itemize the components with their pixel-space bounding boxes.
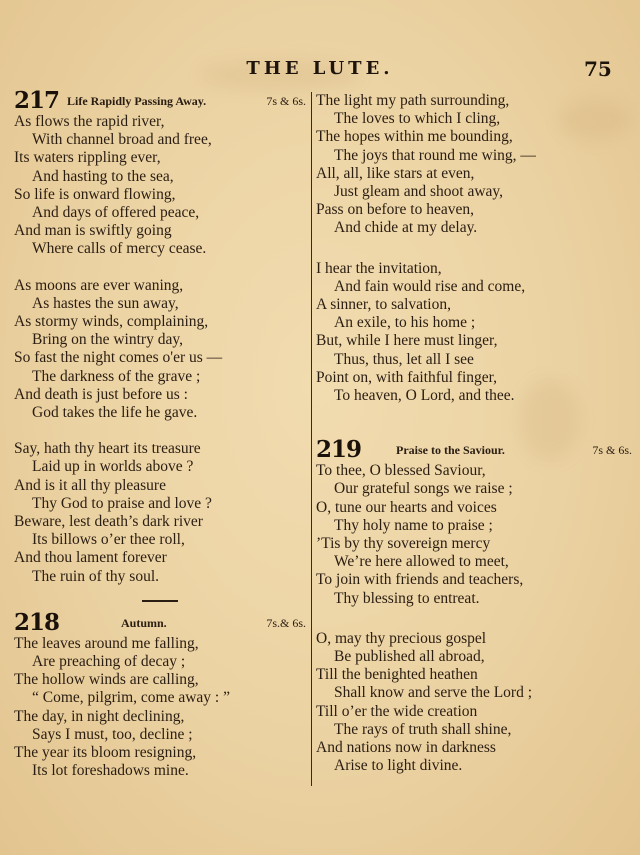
verse-line: And man is swiftly going: [14, 222, 172, 240]
hymn-218: [14, 608, 306, 781]
verse-line: And nations now in darkness: [316, 739, 496, 757]
verse-line: And thou lament forever: [14, 549, 167, 567]
running-head: THE LUTE.: [246, 58, 394, 79]
verse-line: We’re here allowed to meet,: [334, 553, 509, 571]
verse-line: Are preaching of decay ;: [32, 653, 186, 671]
verse-line: Arise to light divine.: [334, 757, 463, 775]
verse-line: Bring on the wintry day,: [32, 331, 183, 349]
verse-line: As stormy winds, complaining,: [14, 313, 209, 331]
hymn-number: 217: [14, 87, 60, 114]
stanza: [316, 462, 632, 608]
verse-line: I hear the invitation,: [316, 259, 442, 277]
verse-line: As moons are ever waning,: [14, 276, 184, 294]
stanza: [14, 113, 306, 259]
verse-line: An exile, to his home ;: [334, 314, 476, 332]
verse-line: All, all, like stars at even,: [316, 164, 475, 182]
verse-line: Till o’er the wide creation: [316, 702, 478, 720]
verse-line: Pass on before to heaven,: [316, 201, 474, 219]
verse-line: Thus, thus, let all I see: [334, 350, 474, 368]
left-column: [14, 87, 306, 781]
verse-line: The darkness of the grave ;: [32, 367, 201, 385]
verse-line: And hasting to the sea,: [32, 167, 174, 185]
verse-line: To thee, O blessed Saviour,: [316, 462, 486, 480]
verse-line: And death is just before us :: [14, 385, 188, 403]
verse-line: With channel broad and free,: [32, 131, 212, 149]
verse-line: As flows the rapid river,: [14, 113, 165, 130]
verse-line: But, while I here must linger,: [316, 332, 498, 350]
verse-line: Till the benighted heathen: [316, 666, 478, 684]
verse-line: O, tune our hearts and voices: [316, 498, 497, 516]
stanza: [316, 260, 632, 406]
verse-line: Shall know and serve the Lord ;: [334, 684, 533, 702]
right-column: [316, 92, 632, 776]
verse-line: The year its bloom resigning,: [14, 744, 197, 762]
hymn-217-continued: [316, 92, 632, 405]
verse-line: And is it all thy pleasure: [14, 476, 166, 494]
verse-line: Where calls of mercy cease.: [32, 240, 207, 258]
verse-line: Beware, lest death’s dark river: [14, 513, 203, 531]
hymn-title: Life Rapidly Passing Away.: [67, 94, 207, 108]
verse-line: The rays of truth shall shine,: [334, 720, 512, 738]
hymn-219: [316, 436, 632, 775]
hymn-header: [14, 608, 306, 636]
hymn-number: 218: [14, 608, 60, 636]
verse-line: Our grateful songs we raise ;: [334, 480, 513, 498]
verse-line: So life is onward flowing,: [14, 185, 176, 203]
stanza: [316, 92, 632, 238]
verse-line: Say, hath thy heart its treasure: [14, 440, 201, 458]
hymn-meter: 7s & 6s.: [266, 94, 306, 108]
stanza: [14, 277, 306, 423]
verse-line: As hastes the sun away,: [32, 294, 179, 312]
verse-line: And days of offered peace,: [32, 204, 200, 222]
section-rule: [142, 600, 178, 602]
verse-line: So fast the night comes o'er us —: [14, 349, 223, 367]
verse-line: The day, in night declining,: [14, 707, 185, 725]
stanza: [14, 635, 306, 781]
verse-line: The ruin of thy soul.: [32, 567, 159, 585]
verse-line: Point on, with faithful finger,: [316, 368, 498, 386]
hymn-header: [14, 87, 306, 114]
stanza: [316, 630, 632, 776]
verse-line: The joys that round me wing, —: [334, 146, 536, 164]
verse-line: To heaven, O Lord, and thee.: [334, 387, 515, 405]
hymn-meter: 7s & 6s.: [592, 443, 632, 458]
hymn-number: 219: [316, 436, 362, 464]
stanza: [14, 440, 306, 586]
verse-line: The light my path surrounding,: [316, 92, 510, 109]
verse-line: Its billows o’er thee roll,: [32, 531, 185, 549]
verse-line: The hopes within me bounding,: [316, 128, 513, 146]
verse-line: The loves to which I cling,: [334, 110, 501, 128]
verse-line: Be published all abroad,: [334, 648, 485, 666]
verse-line: ’Tis by thy sovereign mercy: [316, 535, 491, 553]
verse-line: The leaves around me falling,: [14, 634, 199, 652]
verse-line: And fain would rise and come,: [334, 277, 526, 295]
hymn-meter: 7s.& 6s.: [266, 615, 306, 630]
hymn-217: [14, 87, 306, 586]
verse-line: Says I must, too, decline ;: [32, 725, 193, 743]
verse-line: A sinner, to salvation,: [316, 296, 451, 314]
column-divider: [311, 92, 312, 786]
hymn-header: [316, 436, 632, 464]
verse-line: To join with friends and teachers,: [316, 571, 524, 589]
verse-line: Thy God to praise and love ?: [32, 494, 212, 512]
hymn-title: Praise to the Saviour.: [396, 443, 505, 458]
verse-line: And chide at my delay.: [334, 219, 478, 237]
verse-line: Just gleam and shoot away,: [334, 183, 504, 201]
verse-line: God takes the life he gave.: [32, 404, 198, 422]
verse-line: Its lot foreshadows mine.: [32, 762, 189, 780]
verse-line: “ Come, pilgrim, come away : ”: [32, 689, 230, 707]
verse-line: The hollow winds are calling,: [14, 671, 199, 689]
verse-line: Thy holy name to praise ;: [334, 516, 493, 534]
verse-line: Its waters rippling ever,: [14, 149, 161, 167]
page-number: 75: [584, 57, 612, 81]
verse-line: Thy blessing to entreat.: [334, 589, 480, 607]
hymn-title: Autumn.: [121, 615, 167, 630]
verse-line: Laid up in worlds above ?: [32, 458, 194, 476]
verse-line: O, may thy precious gospel: [316, 629, 487, 647]
